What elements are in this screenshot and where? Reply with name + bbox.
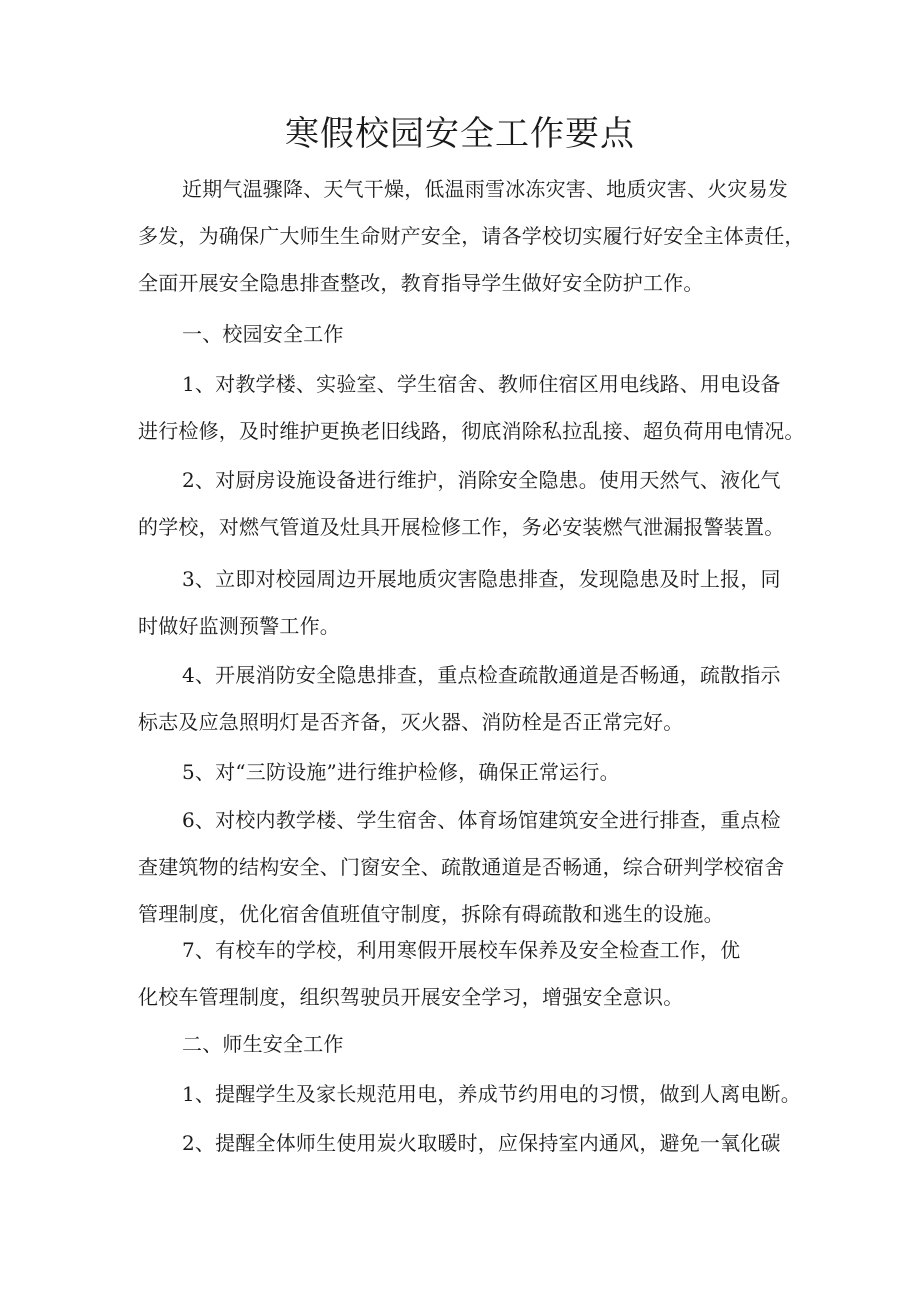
- section-1-item-1-line-2: 进行检修，及时维护更换老旧线路，彻底消除私拉乱接、超负荷用电情况。: [138, 419, 805, 443]
- intro-line-3: 全面开展安全隐患排查整改，教育指导学生做好安全防护工作。: [138, 271, 704, 295]
- intro-line-2: 多发，为确保广大师生生命财产安全，请各学校切实履行好安全主体责任，: [138, 224, 805, 248]
- section-2-item-1-line-1: 1、提醒学生及家长规范用电，养成节约用电的习惯，做到人离电断。: [182, 1082, 801, 1106]
- section-1-item-4-line-1: 4、开展消防安全隐患排查，重点检查疏散通道是否畅通，疏散指示: [182, 663, 781, 687]
- section-1-item-6-line-3: 管理制度，优化宿舍值班值守制度，拆除有碍疏散和逃生的设施。: [138, 902, 724, 926]
- section-1-item-5-line-1: 5、对“三防设施”进行维护检修，确保正常运行。: [182, 760, 620, 784]
- section-1-item-6-line-1: 6、对校内教学楼、学生宿舍、体育场馆建筑安全进行排查，重点检: [182, 808, 781, 832]
- section-1-heading: 一、校园安全工作: [182, 322, 344, 346]
- section-2-heading: 二、师生安全工作: [182, 1032, 344, 1056]
- section-1-item-3-line-1: 3、立即对校园周边开展地质灾害隐患排查，发现隐患及时上报，同: [182, 567, 781, 591]
- intro-line-1: 近期气温骤降、天气干燥，低温雨雪冰冻灾害、地质灾害、火灾易发: [182, 177, 788, 201]
- section-1-item-3-line-2: 时做好监测预警工作。: [138, 614, 340, 638]
- section-1-item-2-line-2: 的学校，对燃气管道及灶具开展检修工作，务必安装燃气泄漏报警装置。: [138, 515, 785, 539]
- section-2-item-2-line-1: 2、提醒全体师生使用炭火取暖时，应保持室内通风，避免一氧化碳: [182, 1131, 781, 1155]
- section-1-item-4-line-2: 标志及应急照明灯是否齐备，灭火器、消防栓是否正常完好。: [138, 710, 684, 734]
- section-1-item-7-line-1: 7、有校车的学校，利用寒假开展校车保养及安全检查工作，优: [182, 938, 741, 962]
- document-title: 寒假校园安全工作要点: [285, 114, 635, 154]
- section-1-item-2-line-1: 2、对厨房设施设备进行维护，消除安全隐患。使用天然气、液化气: [182, 468, 781, 492]
- section-1-item-6-line-2: 查建筑物的结构安全、门窗安全、疏散通道是否畅通，综合研判学校宿舍: [138, 855, 785, 879]
- section-1-item-1-line-1: 1、对教学楼、实验室、学生宿舍、教师住宿区用电线路、用电设备: [182, 372, 781, 396]
- section-1-item-7-line-2: 化校车管理制度，组织驾驶员开展安全学习，增强安全意识。: [138, 985, 684, 1009]
